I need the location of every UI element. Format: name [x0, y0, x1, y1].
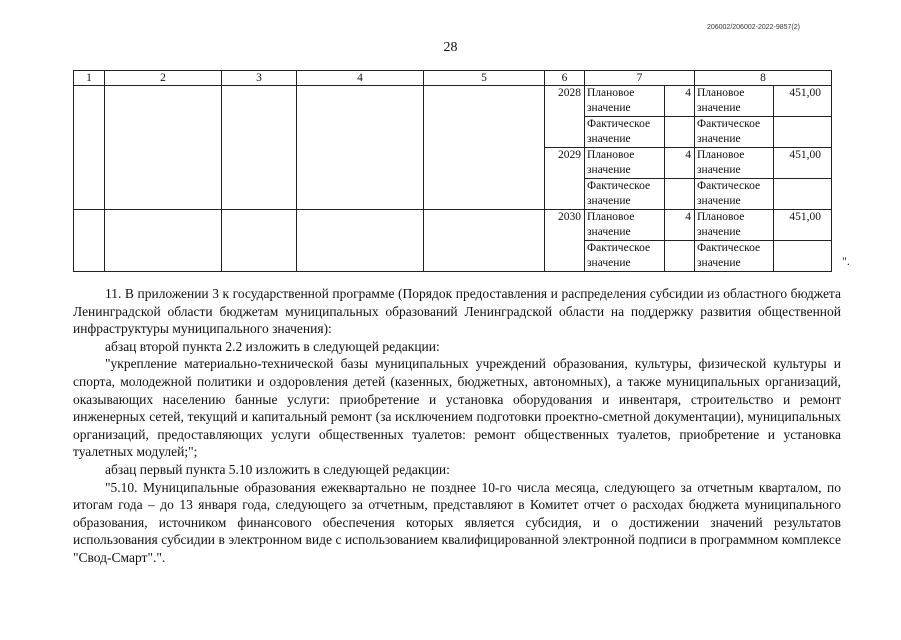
plan-value: 4	[665, 210, 695, 241]
year-cell: 2029	[545, 148, 585, 210]
header-cell: 6	[545, 71, 585, 86]
fact-value	[665, 241, 695, 272]
empty-cell	[424, 210, 545, 272]
plan-label: Плановое значение	[585, 86, 665, 117]
header-cell: 8	[695, 71, 832, 86]
empty-cell	[105, 210, 222, 272]
table-row	[74, 210, 832, 241]
document-id: 206002/206002-2022-9857(2)	[706, 24, 800, 31]
body-text	[73, 285, 841, 567]
header-cell: 2	[105, 71, 222, 86]
fact-label: Фактическое значение	[585, 117, 665, 148]
closing-quote: ".	[842, 254, 850, 268]
plan-value: 451,00	[774, 86, 832, 117]
header-cell: 4	[297, 71, 424, 86]
fact-value	[665, 117, 695, 148]
table-row	[74, 86, 832, 117]
empty-cell	[74, 86, 105, 210]
empty-cell	[105, 86, 222, 210]
paragraph: "5.10. Муниципальные образования ежеквартально не позднее 10-го числа месяца, следующего за отчетным кварталом, по итогам года – до 13 января года, следующего за отчетным, представляют в Комитет отчет о расходах бюджета муниципального образования, источником финансового обеспечения которых является субсидия, и о достижении значений результатов использования субсидии в электронном виде с использованием квалифицированной электронной подписи в программном комплексе "Свод-Смарт".".	[73, 479, 841, 565]
paragraph: 11. В приложении 3 к государственной программе (Порядок предоставления и распределения субсидии из областного бюджета Ленинградской области бюджетам муниципальных образований Ленинградской области на поддержку развития общественной инфраструктуры муниципального значения):	[73, 286, 841, 337]
header-cell: 1	[74, 71, 105, 86]
fact-value	[774, 241, 832, 272]
fact-label: Фактическое значение	[585, 179, 665, 210]
empty-cell	[424, 86, 545, 210]
header-cell: 3	[222, 71, 297, 86]
plan-value: 4	[665, 86, 695, 117]
empty-cell	[297, 210, 424, 272]
paragraph: "укрепление материально-технической базы муниципальных учреждений образования, культуры, физической культуры и спорта, молодежной политики и оздоровления детей (казенных, бюджетных, автономных), а также муниципальных организаций, оказывающих населению банные услуги: приобретение и установка оборудования и инвентаря, строительство и ремонт инженерных сетей, текущий и капитальный ремонт (за исключением подготовки проектно-сметной документации), муниципальных организаций, предоставляющих услуги общественных туалетов: ремонт общественных туалетов, приобретение и установка туалетных модулей;";	[73, 356, 841, 460]
fact-label: Фактическое значение	[695, 117, 774, 148]
plan-value: 451,00	[774, 210, 832, 241]
fact-value	[774, 179, 832, 210]
fact-value	[774, 117, 832, 148]
year-cell: 2030	[545, 210, 585, 272]
empty-cell	[297, 86, 424, 210]
header-cell: 7	[585, 71, 695, 86]
indicator-table	[73, 70, 832, 272]
page-number: 28	[443, 40, 458, 55]
empty-cell	[222, 86, 297, 210]
fact-label: Фактическое значение	[585, 241, 665, 272]
empty-cell	[222, 210, 297, 272]
plan-label: Плановое значение	[695, 86, 774, 117]
paragraph: абзац второй пункта 2.2 изложить в следующей редакции:	[105, 338, 440, 354]
header-cell: 5	[424, 71, 545, 86]
plan-value: 451,00	[774, 148, 832, 179]
fact-value	[665, 179, 695, 210]
plan-label: Плановое значение	[585, 210, 665, 241]
plan-value: 4	[665, 148, 695, 179]
fact-label: Фактическое значение	[695, 179, 774, 210]
plan-label: Плановое значение	[695, 210, 774, 241]
empty-cell	[74, 210, 105, 272]
fact-label: Фактическое значение	[695, 241, 774, 272]
table-header-row	[74, 71, 832, 86]
plan-label: Плановое значение	[585, 148, 665, 179]
year-cell: 2028	[545, 86, 585, 148]
plan-label: Плановое значение	[695, 148, 774, 179]
paragraph: абзац первый пункта 5.10 изложить в следующей редакции:	[105, 461, 450, 477]
